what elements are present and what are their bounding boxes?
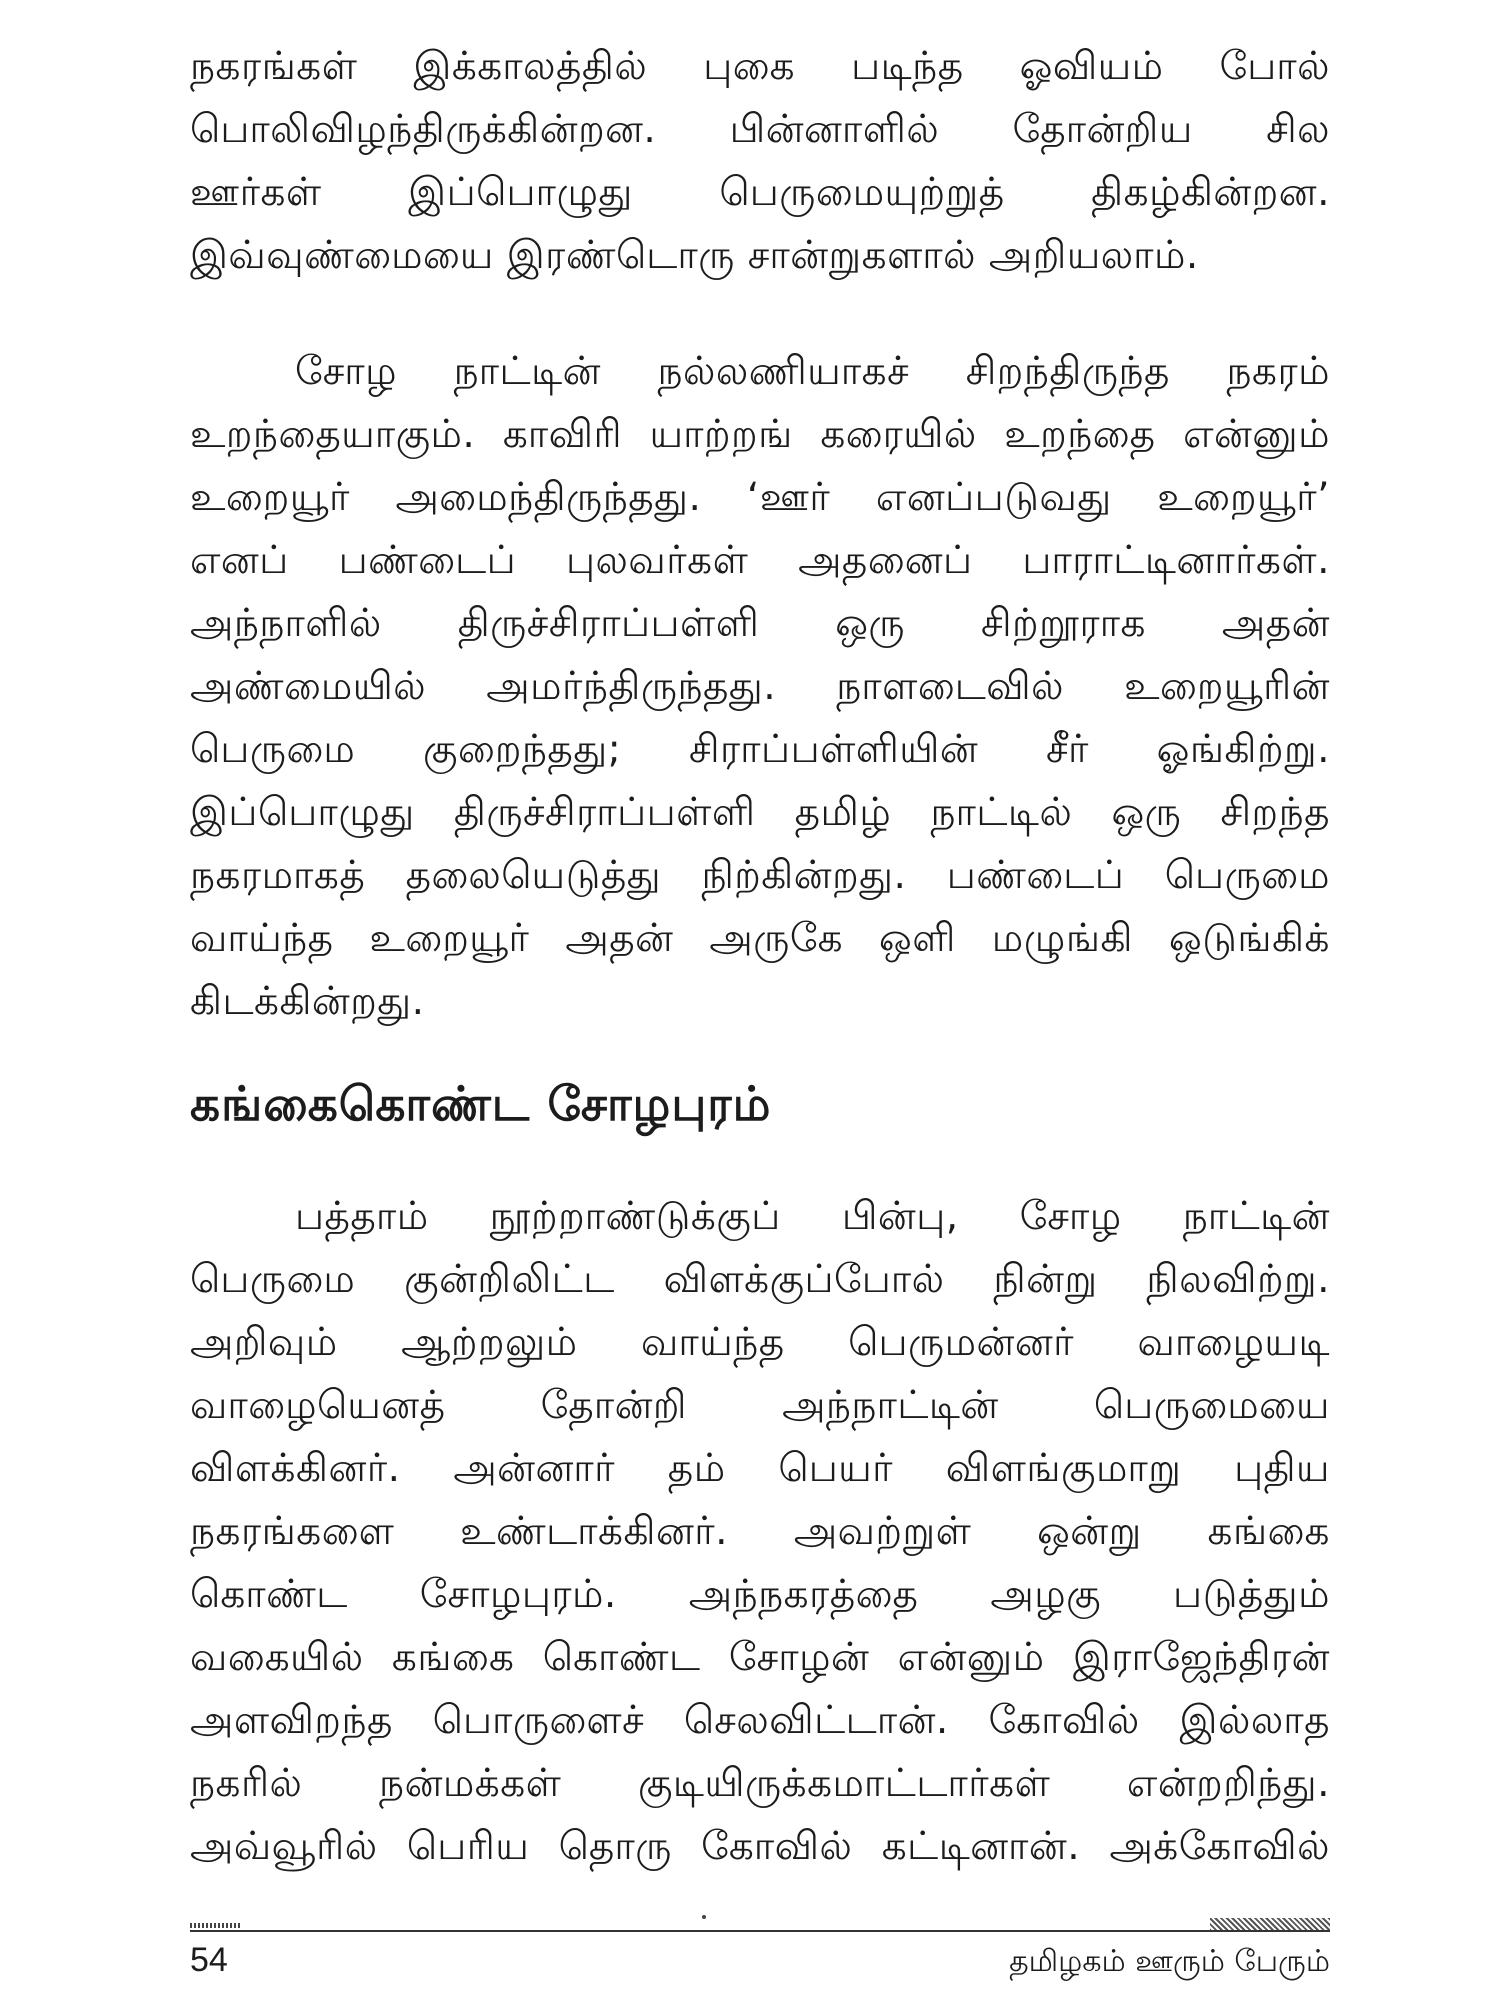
text-line: கொண்ட சோழபுரம். அந்நகரத்தை அழகு படுத்தும் — [190, 1572, 1330, 1617]
footer-ornament-dot — [702, 1915, 706, 1919]
text-line: எனப் பண்டைப் புலவர்கள் அதனைப் பாராட்டினார்கள். — [190, 538, 1330, 583]
paragraph-gangaikonda-cholapuram — [190, 1185, 1330, 1878]
text-line: அறிவும் ஆற்றலும் வாய்ந்த பெருமன்னர் வாழையடி — [190, 1320, 1330, 1365]
section-heading: கங்கைகொண்ட சோழபுரம் — [190, 1077, 772, 1132]
text-line: நகரில் நன்மக்கள் குடியிருக்கமாட்டார்கள் என்றறிந்து. — [190, 1761, 1330, 1806]
paragraph-continuation — [190, 35, 1330, 287]
text-line: வாழையெனத் தோன்றி அந்நாட்டின் பெருமையை — [190, 1383, 1330, 1428]
text-line: பொலிவிழந்திருக்கின்றன. பின்னாளில் தோன்றிய சில — [190, 107, 1330, 152]
footer-rule — [190, 1930, 1330, 1932]
text-line: உறையூர் அமைந்திருந்தது. ‘ஊர் எனப்படுவது உறையூர்’ — [190, 475, 1330, 520]
text-line: பத்தாம் நூற்றாண்டுக்குப் பின்பு, சோழ நாட்டின் — [295, 1194, 1330, 1239]
text-line: நகரங்களை உண்டாக்கினர். அவற்றுள் ஒன்று கங்கை — [190, 1509, 1330, 1554]
text-line: உறந்தையாகும். காவிரி யாற்றங் கரையில் உறந்தை என்னும் — [190, 412, 1330, 457]
footer-ornament-left — [190, 1923, 240, 1928]
page-number: 54 — [190, 1941, 228, 1979]
text-line: நகரமாகத் தலையெடுத்து நிற்கின்றது. பண்டைப் பெருமை — [190, 853, 1330, 898]
text-line: அந்நாளில் திருச்சிராப்பள்ளி ஒரு சிற்றூராக அதன் — [190, 601, 1330, 646]
text-line: பெருமை குறைந்தது; சிராப்பள்ளியின் சீர் ஓங்கிற்று. — [190, 727, 1330, 772]
text-line: வகையில் கங்கை கொண்ட சோழன் என்னும் இராஜேந்திரன் — [190, 1635, 1330, 1680]
text-line: ஊர்கள் இப்பொழுது பெருமையுற்றுத் திகழ்கின்றன. — [190, 170, 1330, 215]
text-line: நகரங்கள் இக்காலத்தில் புகை படிந்த ஓவியம் போல் — [190, 44, 1330, 89]
text-line: சோழ நாட்டின் நல்லணியாகச் சிறந்திருந்த நகரம் — [295, 349, 1330, 394]
text-line: வாய்ந்த உறையூர் அதன் அருகே ஒளி மழுங்கி ஒடுங்கிக் — [190, 916, 1330, 961]
text-line: விளக்கினர். அன்னார் தம் பெயர் விளங்குமாறு புதிய — [190, 1446, 1330, 1491]
text-line: இப்பொழுது திருச்சிராப்பள்ளி தமிழ் நாட்டில் ஒரு சிறந்த — [190, 790, 1330, 835]
text-line: அவ்வூரில் பெரிய தொரு கோவில் கட்டினான். அக்கோவில் — [190, 1824, 1330, 1869]
text-line: இவ்வுண்மையை இரண்டொரு சான்றுகளால் அறியலாம். — [190, 233, 1199, 278]
running-title: தமிழகம் ஊரும் பேரும் — [1009, 1944, 1330, 1979]
text-line: பெருமை குன்றிலிட்ட விளக்குப்போல் நின்று நிலவிற்று. — [190, 1257, 1330, 1302]
text-line: அளவிறந்த பொருளைச் செலவிட்டான். கோவில் இல்லாத — [190, 1698, 1330, 1743]
text-line: கிடக்கின்றது. — [190, 979, 425, 1024]
text-line: அண்மையில் அமர்ந்திருந்தது. நாளடைவில் உறையூரின் — [190, 664, 1330, 709]
paragraph-uraiyur — [190, 340, 1330, 1033]
